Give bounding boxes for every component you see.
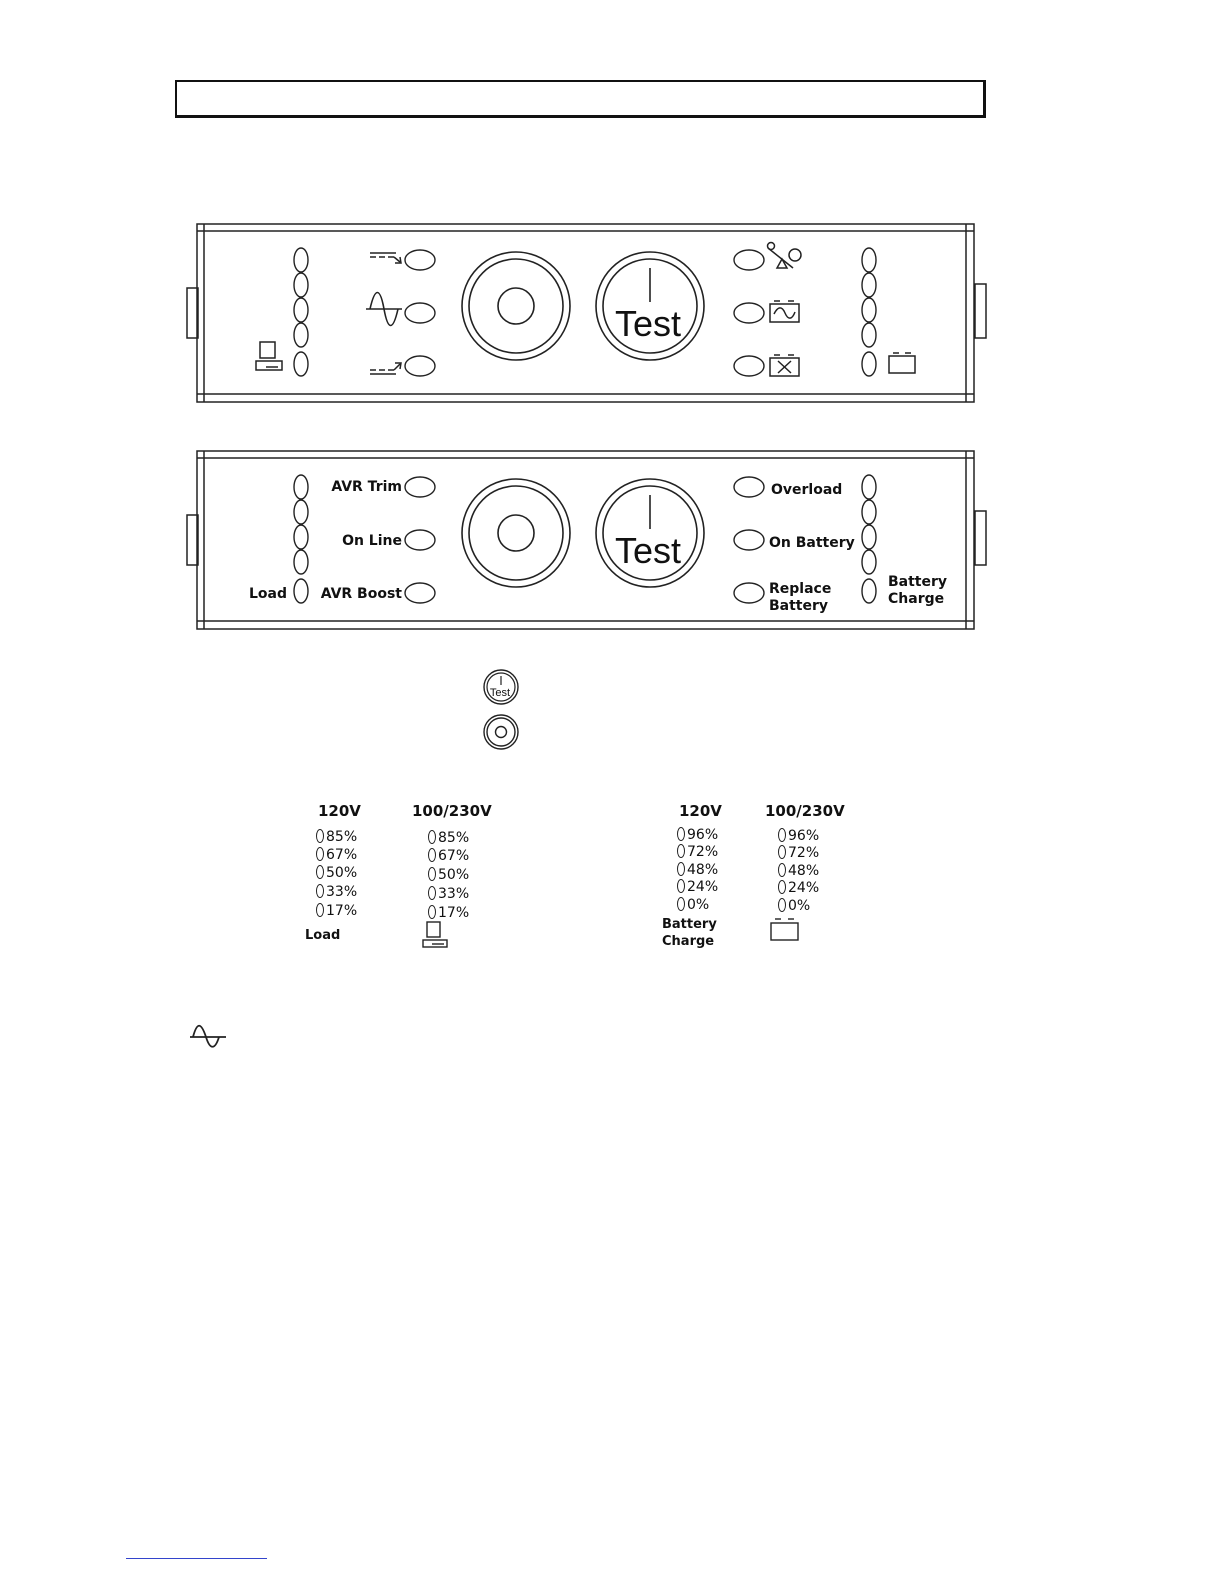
load-230v-header: 100/230V [412, 802, 492, 820]
load-level-row: 50% [428, 866, 469, 884]
load-footer-label: Load [305, 928, 341, 943]
test-button [596, 252, 704, 360]
battery-charge-icon [768, 917, 802, 943]
led-icon [316, 884, 324, 898]
load-led [294, 475, 308, 499]
load-label: Load [249, 586, 288, 602]
battery-led [862, 550, 876, 574]
load-level-row: 33% [316, 883, 357, 901]
avr-trim-led [405, 250, 435, 270]
panel-body [197, 451, 974, 629]
led-icon [316, 847, 324, 861]
load-level-row: 17% [316, 902, 357, 920]
load-level-row: 50% [316, 864, 357, 882]
led-icon [677, 862, 685, 876]
button-legend [482, 669, 522, 759]
panel-side-tab-right [975, 284, 986, 338]
load-level-row: 67% [316, 846, 357, 864]
replace-battery-line1: Replace [769, 581, 832, 597]
load-led-column [294, 248, 308, 376]
battery-level-row: 96% [778, 827, 819, 845]
load-level-row: 85% [428, 829, 469, 847]
front-panel-icons [180, 222, 980, 406]
avr-boost-led [405, 356, 435, 376]
battery-level-row: 24% [778, 879, 819, 897]
battery-charge-icon [889, 353, 915, 373]
on-line-label: On Line [342, 533, 402, 549]
test-button-label: Test [614, 530, 682, 571]
battery-level-row: 24% [677, 878, 718, 896]
led-icon [316, 865, 324, 879]
replace-battery-led [734, 356, 764, 376]
battery-level-row: 48% [778, 862, 819, 880]
battery-charge-line1: Battery [888, 574, 948, 590]
battery-led [862, 273, 876, 297]
battery-led [862, 475, 876, 499]
overload-icon [768, 243, 802, 269]
replace-battery-line2: Battery [769, 598, 829, 614]
led-icon [778, 863, 786, 877]
battery-level-row: 72% [677, 843, 718, 861]
battery-led-column [862, 475, 876, 603]
led-icon [428, 867, 436, 881]
sine-wave-icon [366, 293, 402, 326]
load-level-row: 67% [428, 847, 469, 865]
load-120v-header: 120V [318, 802, 361, 820]
small-test-button-icon [484, 670, 518, 704]
battery-level-row: 0% [677, 896, 709, 914]
computer-load-icon [420, 920, 450, 950]
battery-120v-header: 120V [679, 802, 722, 820]
battery-footer-line1: Battery [662, 917, 717, 932]
battery-footer-line2: Charge [662, 934, 715, 949]
front-panel-labeled [180, 449, 980, 633]
battery-footer-label [662, 916, 717, 950]
avr-boost-icon [370, 363, 401, 374]
test-button-label: Test [614, 303, 682, 344]
avr-trim-led [405, 477, 435, 497]
load-led-column [294, 475, 308, 603]
led-icon [677, 897, 685, 911]
led-icon [778, 898, 786, 912]
load-led [294, 273, 308, 297]
battery-led [862, 525, 876, 549]
battery-charge-label [888, 574, 947, 608]
on-line-led [405, 530, 435, 550]
section-header-box [175, 80, 986, 118]
sine-wave-icon [188, 1022, 228, 1052]
battery-charge-line2: Charge [888, 591, 945, 607]
led-icon [677, 879, 685, 893]
replace-battery-led [734, 583, 764, 603]
led-icon [428, 830, 436, 844]
led-icon [316, 829, 324, 843]
avr-trim-icon [370, 253, 401, 263]
computer-load-icon [256, 342, 282, 370]
led-icon [778, 828, 786, 842]
load-led [294, 248, 308, 272]
led-icon [677, 844, 685, 858]
battery-led [862, 248, 876, 272]
battery-led [862, 323, 876, 347]
load-led [294, 500, 308, 524]
load-led [294, 525, 308, 549]
on-battery-led [734, 530, 764, 550]
load-led [294, 579, 308, 603]
avr-boost-label: AVR Boost [320, 586, 402, 602]
load-led [294, 352, 308, 376]
overload-led [734, 477, 764, 497]
avr-boost-led [405, 583, 435, 603]
battery-230v-header: 100/230V [765, 802, 845, 820]
replace-battery-icon [770, 355, 799, 376]
load-led [294, 298, 308, 322]
small-test-label: Test [489, 687, 511, 699]
off-button [462, 252, 570, 360]
battery-level-row: 72% [778, 844, 819, 862]
avr-trim-label: AVR Trim [331, 479, 402, 495]
battery-level-row: 96% [677, 826, 718, 844]
load-level-row: 85% [316, 828, 357, 846]
panel-body [197, 224, 974, 402]
battery-led [862, 352, 876, 376]
battery-led [862, 500, 876, 524]
load-led [294, 550, 308, 574]
on-line-led [405, 303, 435, 323]
led-icon [778, 845, 786, 859]
on-battery-led [734, 303, 764, 323]
load-level-row: 33% [428, 885, 469, 903]
led-icon [428, 848, 436, 862]
test-button [596, 479, 704, 587]
replace-battery-label [769, 581, 831, 615]
footer-rule [126, 1558, 267, 1559]
led-icon [677, 827, 685, 841]
led-icon [428, 905, 436, 919]
load-led [294, 323, 308, 347]
led-icon [778, 880, 786, 894]
battery-level-row: 0% [778, 897, 810, 915]
on-battery-label: On Battery [769, 535, 855, 551]
overload-label: Overload [771, 482, 843, 498]
off-button [462, 479, 570, 587]
battery-led [862, 298, 876, 322]
led-icon [428, 886, 436, 900]
small-off-button-icon [484, 715, 518, 749]
load-level-row: 17% [428, 904, 469, 922]
panel-side-tab-right [975, 511, 986, 565]
battery-led-column [862, 248, 876, 376]
on-battery-icon [770, 301, 799, 322]
battery-led [862, 579, 876, 603]
battery-level-row: 48% [677, 861, 718, 879]
led-icon [316, 903, 324, 917]
overload-led [734, 250, 764, 270]
